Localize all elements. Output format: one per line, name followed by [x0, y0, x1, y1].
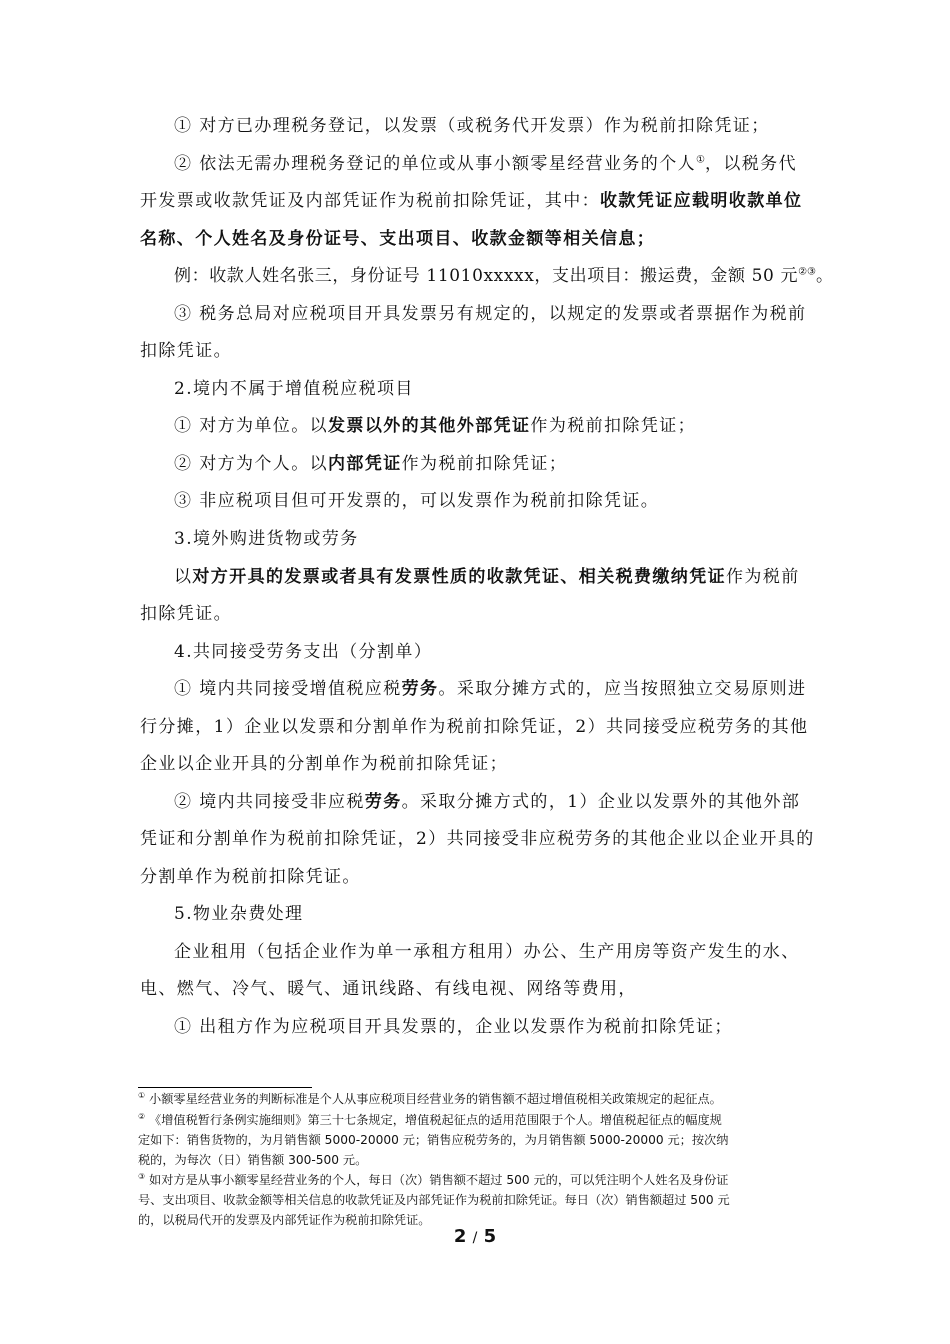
text-line: 电、燃气、冷气、暖气、通讯线路、有线电视、网络等费用， — [140, 979, 637, 999]
text-line: 。采取分摊方式的，应当按照独立交易原则进 — [438, 679, 807, 699]
bold-text: 劳务 — [401, 679, 439, 699]
footnote-marker: ② — [138, 1111, 146, 1121]
footnote-text: 如对方是从事小额零星经营业务的个人，每日（次）销售额不超过 500 元的，可以凭注明个人姓名及身份证 — [145, 1173, 729, 1187]
paragraph-4-item-2-line-3 — [140, 865, 840, 889]
text-line: 行分摊，1）企业以发票和分割单作为税前扣除凭证，2）共同接受应税劳务的其他 — [140, 717, 809, 737]
paragraph-4-item-1-line-2 — [140, 715, 840, 739]
bold-text: 名称、个人姓名及身份证号、支出项目、收款金额等相关信息； — [140, 229, 656, 249]
paragraph-5-item-1 — [174, 1015, 874, 1039]
footnote-ref[interactable]: ②③ — [798, 266, 816, 278]
text-line: ② 依法无需办理税务登记的单位或从事小额零星经营业务的个人 — [174, 154, 697, 174]
footnote-2-line-3 — [138, 1152, 828, 1168]
text-line: ① 出租方作为应税项目开具发票的，企业以发票作为税前扣除凭证； — [174, 1017, 733, 1037]
text-line: 企业租用（包括企业作为单一承租方租用）办公、生产用房等资产发生的水、 — [174, 942, 800, 962]
section-heading-4 — [174, 640, 874, 664]
text-line: ② 境内共同接受非应税 — [174, 792, 365, 812]
text-line: 作为税前 — [726, 567, 800, 587]
footnote-3-line-1 — [138, 1172, 828, 1188]
page-number — [0, 1226, 950, 1247]
text-line: 分割单作为税前扣除凭证。 — [140, 867, 361, 887]
bold-text: 收款凭证应载明收款单位 — [600, 191, 803, 211]
text-line: 例：收款人姓名张三，身份证号 11010xxxxx，支出项目：搬运费，金额 50 元 — [174, 266, 799, 286]
paragraph-item-2-line-2 — [140, 189, 840, 213]
text-line: 开发票或收款凭证及内部凭证作为税前扣除凭证，其中： — [140, 191, 600, 211]
bold-text: 劳务 — [364, 792, 402, 812]
text-line: 扣除凭证。 — [140, 604, 232, 624]
total-pages: 5 — [483, 1226, 497, 1247]
section-heading-3 — [174, 527, 874, 551]
paragraph-2-item-3 — [174, 489, 874, 513]
bold-text: 对方开具的发票或者具有发票性质的收款凭证、相关税费缴纳凭证 — [192, 567, 727, 587]
footnote-text: 《增值税暂行条例实施细则》第三十七条规定，增值税起征点的适用范围限于个人。增值税起征点的幅度规 — [145, 1113, 722, 1127]
footnote-2-line-1 — [138, 1112, 828, 1128]
text-line: 。 — [816, 266, 834, 286]
paragraph-3-line-2 — [140, 602, 840, 626]
page-separator: / — [472, 1230, 478, 1246]
footnote-1 — [138, 1091, 828, 1107]
text-line: ② 对方为个人。以 — [174, 454, 329, 474]
section-heading-5 — [174, 902, 874, 926]
text-line: ③ 非应税项目但可开发票的，可以发票作为税前扣除凭证。 — [174, 491, 660, 511]
paragraph-3-line-1 — [174, 565, 874, 589]
paragraph-item-3-line-1 — [174, 302, 874, 326]
footnote-text: 定如下：销售货物的，为月销售额 5000-20000 元；销售应税劳务的，为月销售额 5000-20000 元；按次纳 — [138, 1133, 729, 1147]
paragraph-2-item-1 — [174, 414, 874, 438]
text-line: 以 — [174, 567, 193, 587]
paragraph-item-2-line-1 — [174, 152, 874, 176]
text-line: 扣除凭证。 — [140, 341, 232, 361]
paragraph-item-2-line-3 — [140, 227, 840, 251]
paragraph-4-item-2-line-2 — [140, 827, 840, 851]
footnote-text: 的，以税局代开的发票及内部凭证作为税前扣除凭证。 — [138, 1213, 431, 1227]
text-line: 凭证和分割单作为税前扣除凭证，2）共同接受非应税劳务的其他企业以企业开具的 — [140, 829, 815, 849]
footnote-marker: ① — [138, 1090, 146, 1100]
footnote-text: 小额零星经营业务的判断标准是个人从事应税项目经营业务的销售额不超过增值税相关政策规定的起征点。 — [145, 1092, 722, 1106]
heading-text: 4.共同接受劳务支出（分割单） — [174, 642, 433, 662]
footnote-2-line-2 — [138, 1132, 828, 1148]
paragraph-item-3-line-2 — [140, 339, 840, 363]
footnote-text: 税的，为每次（日）销售额 300-500 元。 — [138, 1153, 368, 1167]
paragraph-4-item-1-line-3 — [140, 752, 840, 776]
footnote-3-line-2 — [138, 1192, 828, 1208]
bold-text: 发票以外的其他外部凭证 — [328, 416, 531, 436]
heading-text: 2.境内不属于增值税应税项目 — [174, 379, 414, 399]
text-line: ① 对方已办理税务登记，以发票（或税务代开发票）作为税前扣除凭证； — [174, 116, 770, 136]
text-line: 企业以企业开具的分割单作为税前扣除凭证； — [140, 754, 508, 774]
footnote-ref[interactable]: ① — [696, 154, 705, 166]
paragraph-4-item-2-line-1 — [174, 790, 874, 814]
footnote-divider — [138, 1087, 312, 1088]
paragraph-4-item-1-line-1 — [174, 677, 874, 701]
heading-text: 3.境外购进货物或劳务 — [174, 529, 359, 549]
current-page: 2 — [453, 1226, 467, 1247]
text-line: ，以税务代 — [704, 154, 797, 174]
bold-text: 内部凭证 — [328, 454, 402, 474]
text-line: ③ 税务总局对应税项目开具发票另有规定的，以规定的发票或者票据作为税前 — [174, 304, 807, 324]
heading-text: 5.物业杂费处理 — [174, 904, 304, 924]
text-line: ① 境内共同接受增值税应税 — [174, 679, 402, 699]
section-heading-2 — [174, 377, 874, 401]
footnote-marker: ③ — [138, 1171, 146, 1181]
text-line: 作为税前扣除凭证； — [530, 416, 697, 436]
paragraph-5-line-2 — [140, 977, 840, 1001]
paragraph-item-1 — [174, 114, 874, 138]
text-line: 作为税前扣除凭证； — [401, 454, 568, 474]
text-line: 。采取分摊方式的，1）企业以发票外的其他外部 — [401, 792, 801, 812]
example-line — [174, 264, 874, 288]
text-line: ① 对方为单位。以 — [174, 416, 329, 436]
paragraph-5-line-1 — [174, 940, 874, 964]
paragraph-2-item-2 — [174, 452, 874, 476]
footnote-text: 号、支出项目、收款金额等相关信息的收款凭证及内部凭证作为税前扣除凭证。每日（次）销售额超过 500 元 — [138, 1193, 730, 1207]
